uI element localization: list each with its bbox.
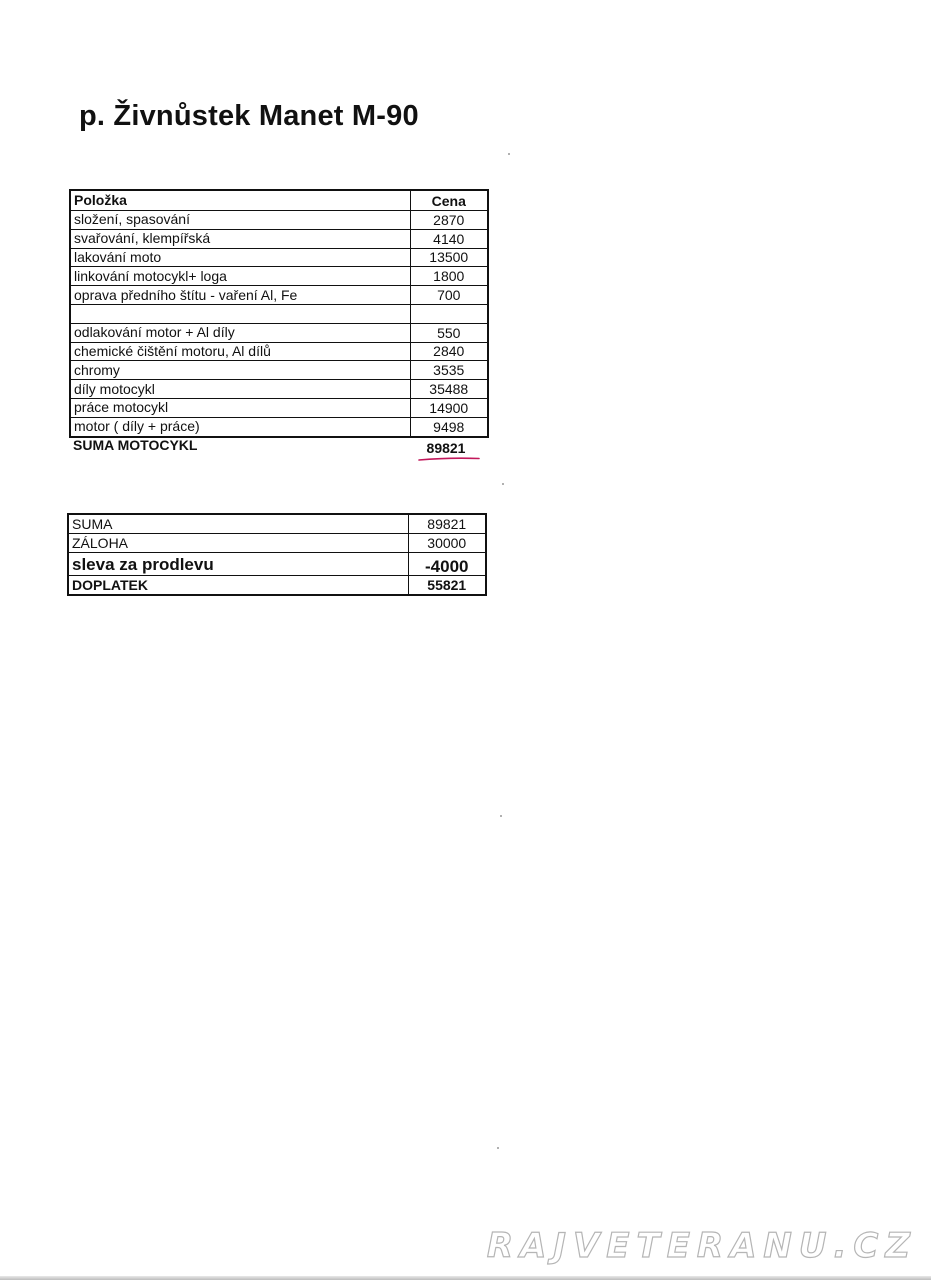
- page-title: p. Živnůstek Manet M-90: [79, 100, 419, 132]
- table-row: [70, 211, 488, 230]
- row-price: 550: [410, 323, 488, 342]
- row-item: chromy: [70, 361, 410, 380]
- row-price: 4140: [410, 229, 488, 248]
- row-price: 700: [410, 286, 488, 305]
- table-row: [70, 229, 488, 248]
- table-row: [70, 323, 488, 342]
- row-item: chemické čištění motoru, Al dílů: [70, 342, 410, 361]
- row-item: odlakování motor + Al díly: [70, 323, 410, 342]
- table-row: [70, 342, 488, 361]
- summary-table: [67, 513, 487, 596]
- row-price: 14900: [410, 398, 488, 417]
- row-item: motor ( díly + práce): [70, 417, 410, 436]
- summary-row-zaloha: [68, 534, 486, 553]
- scan-speck: [508, 153, 510, 155]
- summary-row-doplatek: [68, 576, 486, 596]
- summary-label: sleva za prodlevu: [68, 553, 408, 576]
- row-item: díly motocykl: [70, 380, 410, 399]
- table-row-empty: [70, 304, 488, 323]
- summary-label: ZÁLOHA: [68, 534, 408, 553]
- summary-value: 30000: [408, 534, 486, 553]
- row-price: 1800: [410, 267, 488, 286]
- handwritten-underline: [418, 457, 480, 461]
- header-price: Cena: [410, 190, 488, 211]
- row-item: práce motocykl: [70, 398, 410, 417]
- table-row: [70, 380, 488, 399]
- total-value: 89821: [426, 440, 466, 456]
- row-item: linkování motocykl+ loga: [70, 267, 410, 286]
- scan-speck: [497, 1147, 499, 1149]
- watermark: RAJVETERANU.CZ: [486, 1226, 917, 1266]
- summary-label: SUMA: [68, 514, 408, 534]
- row-price: [410, 304, 488, 323]
- summary-label: DOPLATEK: [68, 576, 408, 596]
- table-row: [70, 267, 488, 286]
- summary-row-discount: [68, 553, 486, 576]
- table-row: [70, 248, 488, 267]
- table-row: [70, 361, 488, 380]
- scan-speck: [502, 483, 504, 485]
- row-item: svařování, klempířská: [70, 229, 410, 248]
- row-item: [70, 304, 410, 323]
- table-row: [70, 286, 488, 305]
- summary-value: 89821: [408, 514, 486, 534]
- row-item: oprava předního štítu - vaření Al, Fe: [70, 286, 410, 305]
- total-label: SUMA MOTOCYKL: [73, 437, 198, 453]
- table-row: [70, 417, 488, 436]
- summary-row-suma: [68, 514, 486, 534]
- row-price: 9498: [410, 417, 488, 436]
- page-edge: [0, 1276, 931, 1280]
- row-price: 3535: [410, 361, 488, 380]
- summary-value: 55821: [408, 576, 486, 596]
- row-item: lakování moto: [70, 248, 410, 267]
- table-row: [70, 398, 488, 417]
- summary-value: -4000: [408, 553, 486, 576]
- items-table-header: [70, 190, 488, 211]
- scan-speck: [500, 815, 502, 817]
- row-item: složení, spasování: [70, 211, 410, 230]
- header-item: Položka: [70, 190, 410, 211]
- items-table: [69, 189, 489, 438]
- row-price: 35488: [410, 380, 488, 399]
- row-price: 13500: [410, 248, 488, 267]
- row-price: 2870: [410, 211, 488, 230]
- row-price: 2840: [410, 342, 488, 361]
